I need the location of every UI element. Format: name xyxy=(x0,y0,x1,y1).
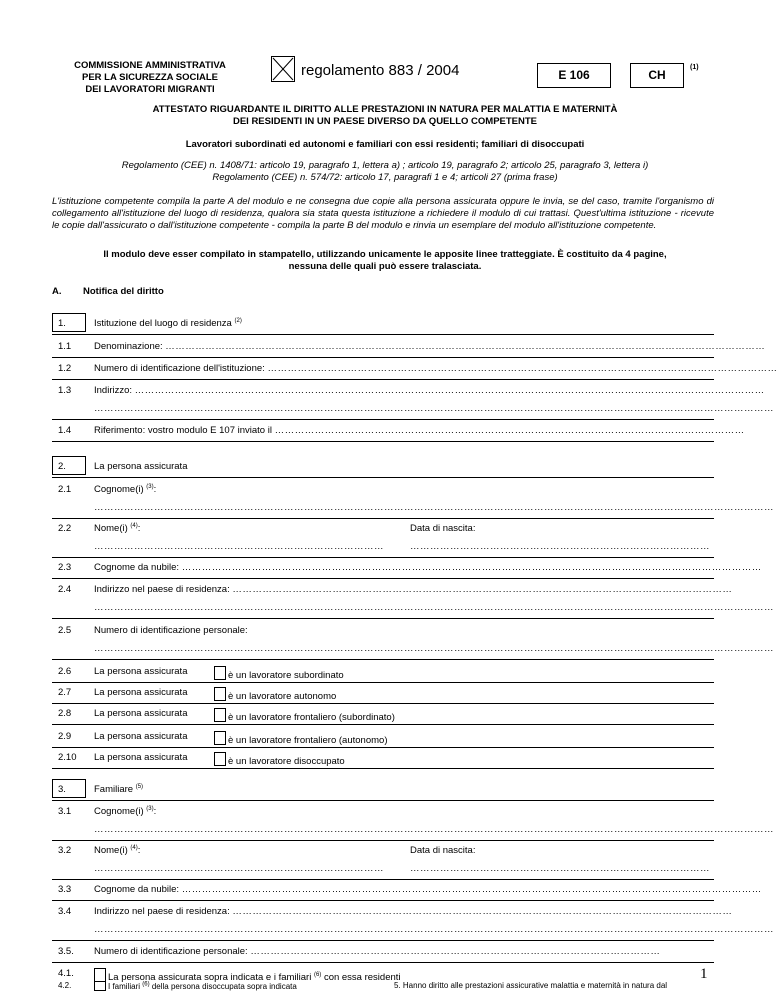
field-number: 2.1 xyxy=(58,484,72,495)
divider xyxy=(52,379,714,380)
field-number: 5. xyxy=(394,981,401,990)
footnote-ref: (1) xyxy=(690,64,699,71)
field-note: (6) xyxy=(142,981,150,988)
divider xyxy=(52,441,714,442)
field-number: 3.4 xyxy=(58,906,72,917)
checkbox-option: è un lavoratore frontaliero (subordinato) xyxy=(228,712,395,723)
field-number: 2.10 xyxy=(58,752,77,763)
org-line-2: PER LA SICUREZZA SOCIALE xyxy=(82,72,218,83)
entitlement-text: Hanno diritto alle prestazioni assicurative malattia e maternità in natura xyxy=(402,981,655,990)
checkbox-option-suffix: della persona disoccupata sopra indicata xyxy=(151,982,297,991)
field-label: Nome(i) xyxy=(94,523,128,535)
divider xyxy=(52,840,714,841)
divider xyxy=(52,879,714,880)
birth-date-line[interactable]: ……………………………………………………………………………… xyxy=(410,863,710,874)
divider xyxy=(52,618,714,619)
section-3-number: 3. xyxy=(58,784,66,795)
field-label: Numero di identificazione personale: xyxy=(94,946,248,957)
divider xyxy=(52,703,714,704)
divider xyxy=(52,962,714,963)
field-label: La persona assicurata xyxy=(94,666,188,677)
field-label: Cognome(i) xyxy=(94,806,144,818)
field-label: La persona assicurata xyxy=(94,708,188,719)
field-number: 2.8 xyxy=(58,708,72,719)
field-number: 2.7 xyxy=(58,687,72,698)
checkbox-option: è un lavoratore subordinato xyxy=(228,670,344,681)
entitlement-from-label: dal xyxy=(656,981,668,990)
country-code-box: CH xyxy=(630,63,684,88)
status-checkbox[interactable] xyxy=(214,708,226,722)
field-number: 3.2 xyxy=(58,845,72,856)
coverage-checkbox[interactable] xyxy=(94,968,106,982)
issuing-commission xyxy=(60,60,240,96)
section-1-number-box xyxy=(52,313,86,332)
org-line-1: COMMISSIONE AMMINISTRATIVA xyxy=(74,60,226,71)
divider xyxy=(52,682,714,683)
field-label: Indirizzo nel paese di residenza: xyxy=(94,584,230,595)
section-2-number: 2. xyxy=(58,461,66,472)
field-number: 2.9 xyxy=(58,731,72,742)
section-1-title: Istituzione del luogo di residenza xyxy=(94,318,232,330)
divider xyxy=(52,940,714,941)
field-label: Indirizzo nel paese di residenza: xyxy=(94,906,230,917)
field-number: 4.1. xyxy=(58,968,74,979)
section-2-title: La persona assicurata xyxy=(94,461,188,472)
legal-references xyxy=(60,160,710,184)
section-1-note: (2) xyxy=(234,318,242,324)
divider xyxy=(52,357,714,358)
field-number: 3.3 xyxy=(58,884,72,895)
form-title xyxy=(60,104,710,128)
x-mark-icon xyxy=(272,57,294,81)
section-a-letter: A. xyxy=(52,286,62,297)
field-number: 3.1 xyxy=(58,806,72,817)
checkbox-option-suffix: con essa residenti xyxy=(323,972,401,983)
legal-ref-2: Regolamento (CEE) n. 574/72: articolo 17, paragrafi 1 e 4; articoli 27 (prima frase) xyxy=(212,172,558,183)
field-label: Numero di identificazione dell'istituzione: xyxy=(94,363,265,374)
filling-note xyxy=(60,249,710,273)
field-label: Indirizzo: xyxy=(94,385,133,396)
field-number: 2.6 xyxy=(58,666,72,677)
field-number: 4.2. xyxy=(58,981,72,990)
divider xyxy=(52,768,714,769)
section-a-title: Notifica del diritto xyxy=(83,286,164,297)
status-checkbox[interactable] xyxy=(214,666,226,680)
form-subtitle: Lavoratori subordinati ed autonomi e familiari con essi residenti; familiari di disoccupati xyxy=(185,139,585,150)
section-2-number-box xyxy=(52,456,86,475)
field-label: La persona assicurata xyxy=(94,687,188,698)
divider xyxy=(52,578,714,579)
checkbox-option: I familiari xyxy=(108,982,141,991)
page-number: 1 xyxy=(700,966,708,982)
field-number: 2.2 xyxy=(58,523,72,534)
instructions-paragraph: L'istituzione competente compila la parte A del modulo e ne consegna due copie alla persona assicurata oppure le invia, se del caso, tramite l'organismo di collegamento all'istituzione del luogo di residenza, qualora sia stata questa istituzione a richiedere il modulo di cui trattasi. Quest'ultima istituzione - ricevute le copie dall'assicurato o dall'istituzione competente - compila la parte B del modulo e rinvia un esemplare del modulo all'istituzione competente. xyxy=(52,196,714,231)
field-note: (4) xyxy=(130,845,138,851)
form-code-box: E 106 xyxy=(537,63,611,88)
field-label: Numero di identificazione personale: xyxy=(94,625,248,636)
title-line-1: ATTESTATO RIGUARDANTE IL DIRITTO ALLE PRESTAZIONI IN NATURA PER MALATTIA E MATERNITÀ xyxy=(152,104,618,115)
divider xyxy=(52,659,714,660)
field-label: Riferimento: vostro modulo E 107 inviato il xyxy=(94,425,272,436)
coverage-checkbox[interactable] xyxy=(94,981,106,991)
field-number: 2.5 xyxy=(58,625,72,636)
section-1-number: 1. xyxy=(58,318,66,329)
field-label: Denominazione: xyxy=(94,341,163,352)
checkbox-option: è un lavoratore disoccupato xyxy=(228,756,345,767)
field-number: 1.3 xyxy=(58,385,72,396)
note-line-1: Il modulo deve esser compilato in stampatello, utilizzando unicamente le apposite linee tratteggiate. È costituito da 4 pagine, xyxy=(103,249,667,260)
field-number: 1.2 xyxy=(58,363,72,374)
divider xyxy=(52,800,714,801)
divider xyxy=(52,747,714,748)
birth-date-label: Data di nascita: xyxy=(410,523,476,534)
field-label: Cognome(i) xyxy=(94,484,144,496)
field-label: Cognome da nubile: xyxy=(94,562,180,573)
field-label: La persona assicurata xyxy=(94,752,188,763)
field-label: Nome(i) xyxy=(94,845,128,857)
section-3-note: (5) xyxy=(135,784,144,790)
field-number: 2.3 xyxy=(58,562,72,573)
field-number: 2.4 xyxy=(58,584,72,595)
note-line-2: nessuna delle quali può essere tralasciata. xyxy=(288,261,482,272)
checkbox-option: La persona assicurata sopra indicata e i familiari xyxy=(108,972,312,983)
birth-date-label: Data di nascita: xyxy=(410,845,476,856)
title-line-2: DEI RESIDENTI IN UN PAESE DIVERSO DA QUELLO COMPETENTE xyxy=(232,116,538,127)
field-number: 1.4 xyxy=(58,425,72,436)
field-note: (3) xyxy=(146,484,154,490)
legal-ref-1: Regolamento (CEE) n. 1408/71: articolo 19, paragrafo 1, lettera a) ; articolo 19, paragrafo 2; articolo 25, paragrafo 3, lettera i) xyxy=(121,160,649,171)
field-note: (3) xyxy=(146,806,154,812)
field-note: (6) xyxy=(313,971,322,978)
checkbox-option: è un lavoratore frontaliero (autonomo) xyxy=(228,735,388,746)
section-3-number-box xyxy=(52,779,86,798)
status-checkbox[interactable] xyxy=(214,731,226,745)
birth-date-line[interactable]: ……………………………………………………………………………… xyxy=(410,541,710,552)
divider xyxy=(52,334,714,335)
regulation-checkbox[interactable] xyxy=(271,56,295,82)
field-number: 3.5. xyxy=(58,946,74,957)
divider xyxy=(52,477,714,478)
section-3-title: Familiare xyxy=(94,784,134,796)
status-checkbox[interactable] xyxy=(214,752,226,766)
org-line-3: DEI LAVORATORI MIGRANTI xyxy=(85,84,215,95)
regulation-label: regolamento 883 / 2004 xyxy=(301,62,460,79)
field-label: Cognome da nubile: xyxy=(94,884,180,895)
divider xyxy=(52,900,714,901)
divider xyxy=(52,557,714,558)
divider xyxy=(52,518,714,519)
field-note: (4) xyxy=(130,523,138,529)
divider xyxy=(52,724,714,725)
field-label: La persona assicurata xyxy=(94,731,188,742)
status-checkbox[interactable] xyxy=(214,687,226,701)
field-number: 1.1 xyxy=(58,341,72,352)
divider xyxy=(52,419,714,420)
checkbox-option: è un lavoratore autonomo xyxy=(228,691,337,702)
